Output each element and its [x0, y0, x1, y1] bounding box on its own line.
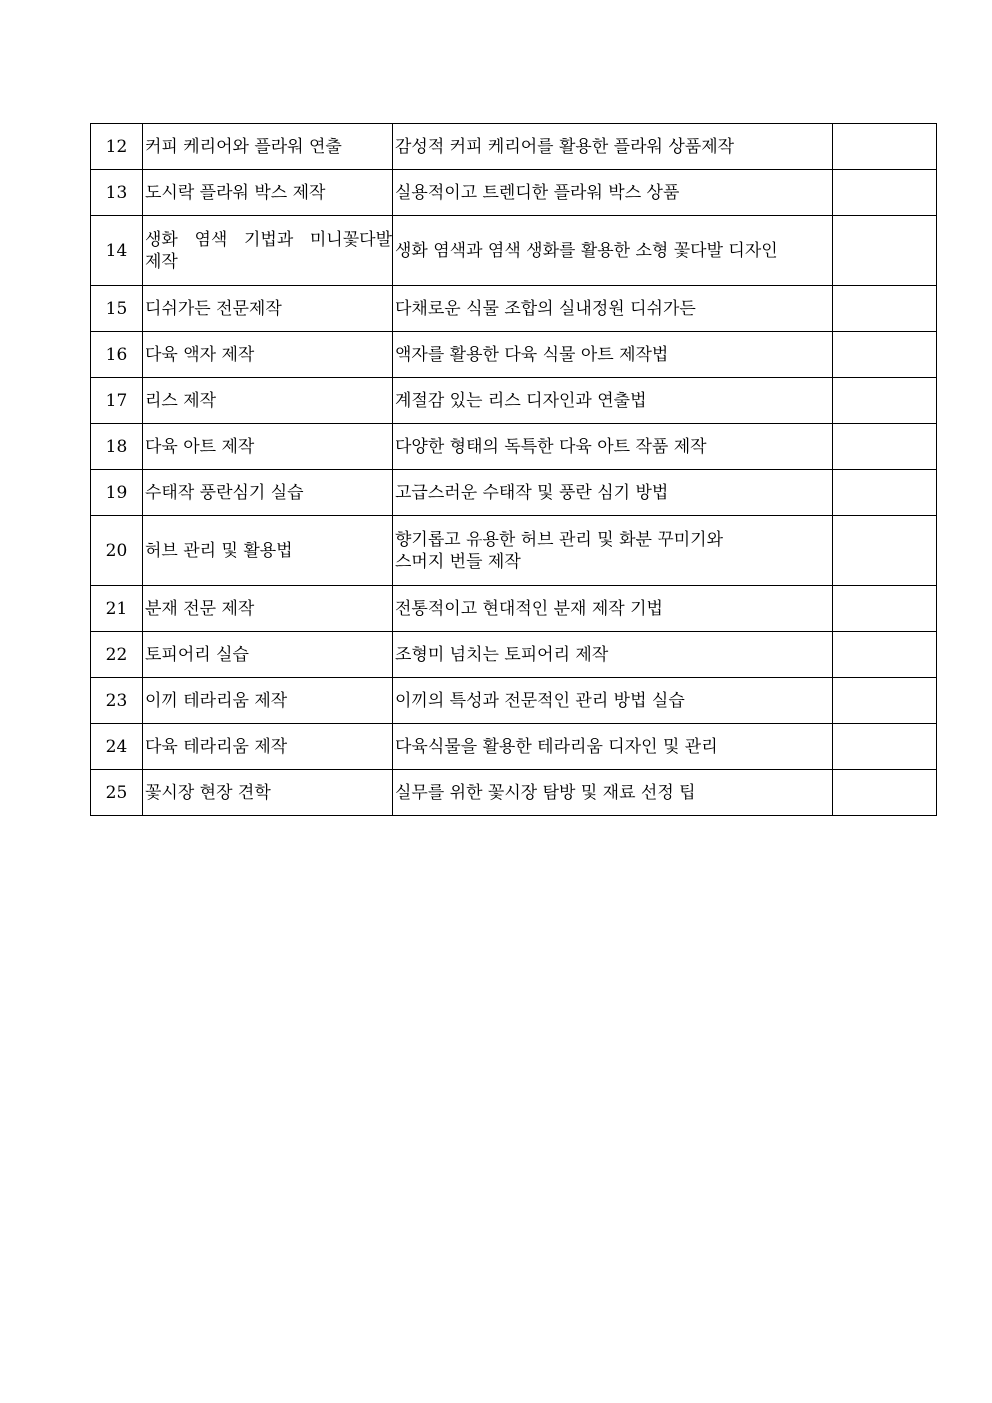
session-note [833, 332, 937, 378]
session-description-line1: 향기롭고 유용한 허브 관리 및 화분 꾸미기와 [395, 529, 724, 550]
session-title: 다육 아트 제작 [143, 424, 393, 470]
session-title: 허브 관리 및 활용법 [143, 516, 393, 586]
table-row [91, 378, 937, 424]
session-title: 수태작 풍란심기 실습 [143, 470, 393, 516]
session-description: 고급스러운 수태작 및 풍란 심기 방법 [393, 470, 833, 516]
session-note [833, 724, 937, 770]
session-note [833, 470, 937, 516]
session-note [833, 378, 937, 424]
session-description: 액자를 활용한 다육 식물 아트 제작법 [393, 332, 833, 378]
table-row [91, 216, 937, 286]
session-number: 21 [91, 586, 143, 632]
table-row [91, 678, 937, 724]
session-note [833, 124, 937, 170]
session-number: 12 [91, 124, 143, 170]
session-description: 생화 염색과 염색 생화를 활용한 소형 꽃다발 디자인 [393, 216, 833, 286]
session-description: 다양한 형태의 독특한 다육 아트 작품 제작 [393, 424, 833, 470]
session-description: 계절감 있는 리스 디자인과 연출법 [393, 378, 833, 424]
session-description-line2: 스머지 번들 제작 [395, 551, 521, 572]
session-note [833, 586, 937, 632]
table-row [91, 286, 937, 332]
session-number: 23 [91, 678, 143, 724]
session-description: 감성적 커피 케리어를 활용한 플라워 상품제작 [393, 124, 833, 170]
session-number: 14 [91, 216, 143, 286]
session-title [143, 216, 393, 286]
session-description: 조형미 넘치는 토피어리 제작 [393, 632, 833, 678]
table-row [91, 586, 937, 632]
table-row [91, 332, 937, 378]
session-title: 커피 케리어와 플라워 연출 [143, 124, 393, 170]
session-note [833, 424, 937, 470]
session-title: 토피어리 실습 [143, 632, 393, 678]
session-number: 20 [91, 516, 143, 586]
table-row [91, 470, 937, 516]
table-row [91, 724, 937, 770]
session-description: 전통적이고 현대적인 분재 제작 기법 [393, 586, 833, 632]
session-description: 다채로운 식물 조합의 실내정원 디쉬가든 [393, 286, 833, 332]
curriculum-table [90, 123, 937, 816]
table-row [91, 124, 937, 170]
session-description [393, 516, 833, 586]
session-number: 15 [91, 286, 143, 332]
session-description: 다육식물을 활용한 테라리움 디자인 및 관리 [393, 724, 833, 770]
session-number: 13 [91, 170, 143, 216]
session-number: 17 [91, 378, 143, 424]
session-note [833, 216, 937, 286]
session-title: 분재 전문 제작 [143, 586, 393, 632]
session-description: 이끼의 특성과 전문적인 관리 방법 실습 [393, 678, 833, 724]
session-title: 다육 액자 제작 [143, 332, 393, 378]
session-number: 25 [91, 770, 143, 816]
table-row [91, 516, 937, 586]
session-title-line1: 생화 염색 기법과 미니꽃다발 [145, 229, 392, 250]
table-row [91, 770, 937, 816]
session-note [833, 770, 937, 816]
session-note [833, 516, 937, 586]
session-number: 16 [91, 332, 143, 378]
session-note [833, 286, 937, 332]
session-title: 디쉬가든 전문제작 [143, 286, 393, 332]
session-note [833, 632, 937, 678]
session-title-line2: 제작 [145, 251, 178, 272]
session-number: 22 [91, 632, 143, 678]
session-description: 실무를 위한 꽃시장 탐방 및 재료 선정 팁 [393, 770, 833, 816]
session-title: 도시락 플라워 박스 제작 [143, 170, 393, 216]
table-row [91, 632, 937, 678]
table-row [91, 170, 937, 216]
session-note [833, 170, 937, 216]
session-number: 24 [91, 724, 143, 770]
session-description: 실용적이고 트렌디한 플라워 박스 상품 [393, 170, 833, 216]
session-title: 이끼 테라리움 제작 [143, 678, 393, 724]
table-row [91, 424, 937, 470]
session-title: 다육 테라리움 제작 [143, 724, 393, 770]
session-note [833, 678, 937, 724]
session-title: 꽃시장 현장 견학 [143, 770, 393, 816]
session-number: 19 [91, 470, 143, 516]
session-number: 18 [91, 424, 143, 470]
session-title: 리스 제작 [143, 378, 393, 424]
